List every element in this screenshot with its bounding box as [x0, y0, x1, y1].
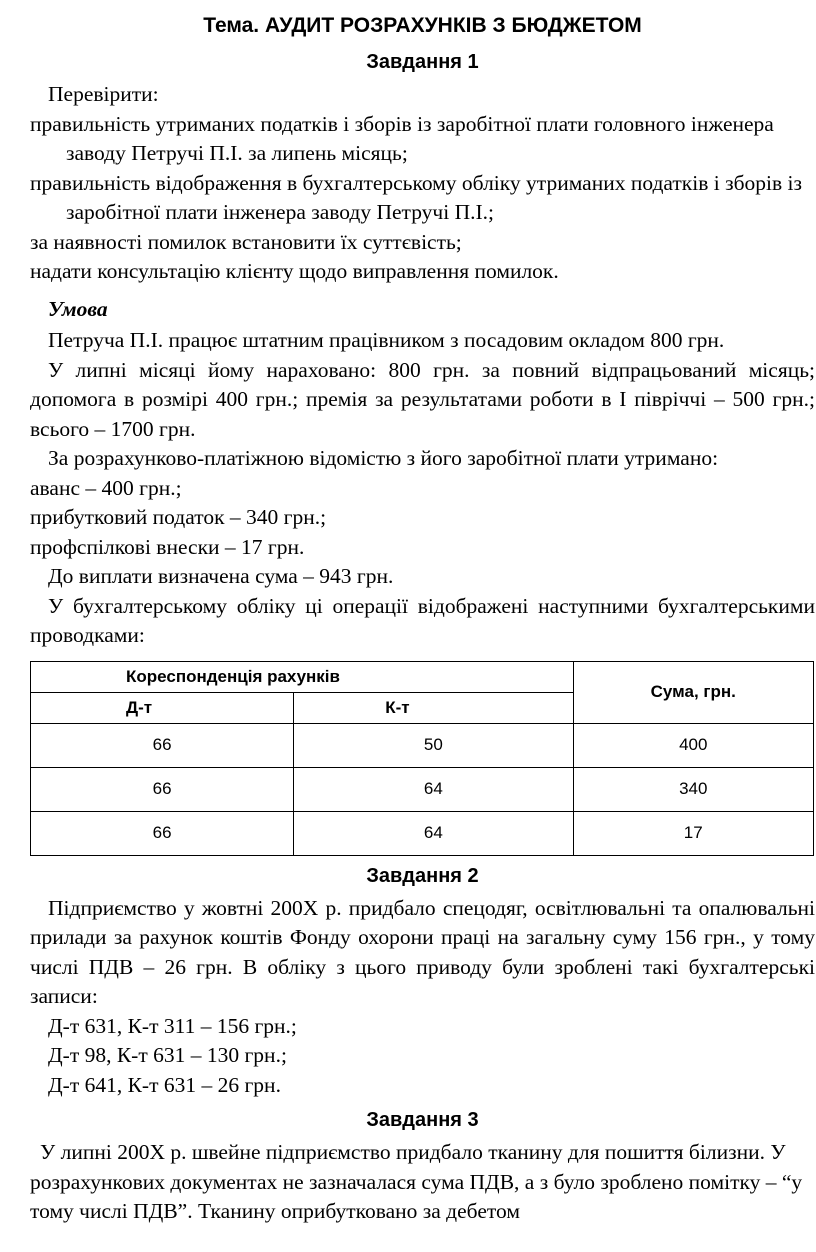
task3-paragraph: У липні 200Х р. швейне підприємство придбало тканину для пошиття білизни. У розрахункових документах не зазначалася сума ПДВ, а з було зроблено помітку – “у тому числі ПДВ”. Тканину оприбутковано за дебетом: [30, 1140, 803, 1223]
cell-debit: 66: [31, 723, 294, 767]
check-item: правильність утриманих податків і зборів із заробітної плати головного інженера заводу Петручі П.І. за липень місяць;: [30, 111, 774, 165]
payable-line: До виплати визначена сума – 943 грн.: [48, 564, 394, 588]
check-item: надати консультацію клієнту щодо виправлення помилок.: [30, 259, 559, 283]
table-header-correspondence: Кореспонденція рахунків: [31, 661, 574, 692]
table-header-sum: Сума, грн.: [573, 661, 814, 723]
cell-credit: 64: [294, 767, 573, 811]
task2-paragraph: Підприємство у жовтні 200Х р. придбало спецодяг, освітлювальні та опалювальні прилади за рахунок коштів Фонду охорони праці на загальну суму 156 грн., у тому числі ПДВ – 26 грн. В обліку з цього приводу були зроблені такі бухгалтерські записи:: [30, 895, 815, 1008]
task2-entry: Д-т 631, К-т 311 – 156 грн.;: [48, 1013, 297, 1038]
check-label: Перевірити:: [48, 82, 159, 106]
table-row: [31, 811, 814, 855]
task2-heading: Завдання 2: [366, 864, 479, 887]
task2-entry: Д-т 641, К-т 631 – 26 грн.: [48, 1072, 281, 1097]
task2-entry: Д-т 98, К-т 631 – 130 грн.;: [48, 1043, 287, 1067]
task3-heading: Завдання 3: [366, 1109, 479, 1131]
cell-sum: 340: [573, 767, 814, 811]
condition-paragraph: За розрахунково-платіжною відомістю з його заробітної плати утримано:: [48, 446, 719, 470]
table-row: [31, 767, 814, 811]
cell-sum: 400: [573, 723, 814, 767]
table-row: [31, 723, 814, 767]
check-item: правильність відображення в бухгалтерському обліку утриманих податків і зборів із заробітної плати інженера заводу Петручі П.І.;: [30, 170, 802, 224]
accounting-entries-table: [30, 661, 814, 856]
withheld-item: профспілкові внески – 17 грн.: [30, 534, 305, 559]
table-header-credit: К-т: [294, 692, 573, 723]
cell-credit: 50: [294, 723, 573, 767]
cell-debit: 66: [31, 811, 294, 855]
check-item: за наявності помилок встановити їх суттєвість;: [30, 229, 462, 254]
cell-debit: 66: [31, 767, 294, 811]
document-page: [30, 12, 815, 1227]
condition-paragraph: У липні місяці йому нараховано: 800 грн. за повний відпрацьований місяць; допомога в розмірі 400 грн.; премія за результатами роботи в І півріччі – 500 грн.; всього – 1700 грн.: [30, 357, 815, 441]
task1-heading: Завдання 1: [366, 51, 479, 73]
cell-credit: 64: [294, 811, 573, 855]
withheld-item: аванс – 400 грн.;: [30, 475, 182, 500]
condition-label: Умова: [48, 296, 108, 321]
entries-intro: У бухгалтерському обліку ці операції відображені наступними бухгалтерськими проводками:: [30, 593, 815, 647]
table-header-debit: Д-т: [31, 692, 294, 723]
withheld-item: прибутковий податок – 340 грн.;: [30, 505, 327, 529]
condition-paragraph: Петруча П.І. працює штатним працівником з посадовим окладом 800 грн.: [48, 328, 725, 352]
document-title: Тема. АУДИТ РОЗРАХУНКІВ З БЮДЖЕТОМ: [203, 14, 642, 37]
cell-sum: 17: [573, 811, 814, 855]
